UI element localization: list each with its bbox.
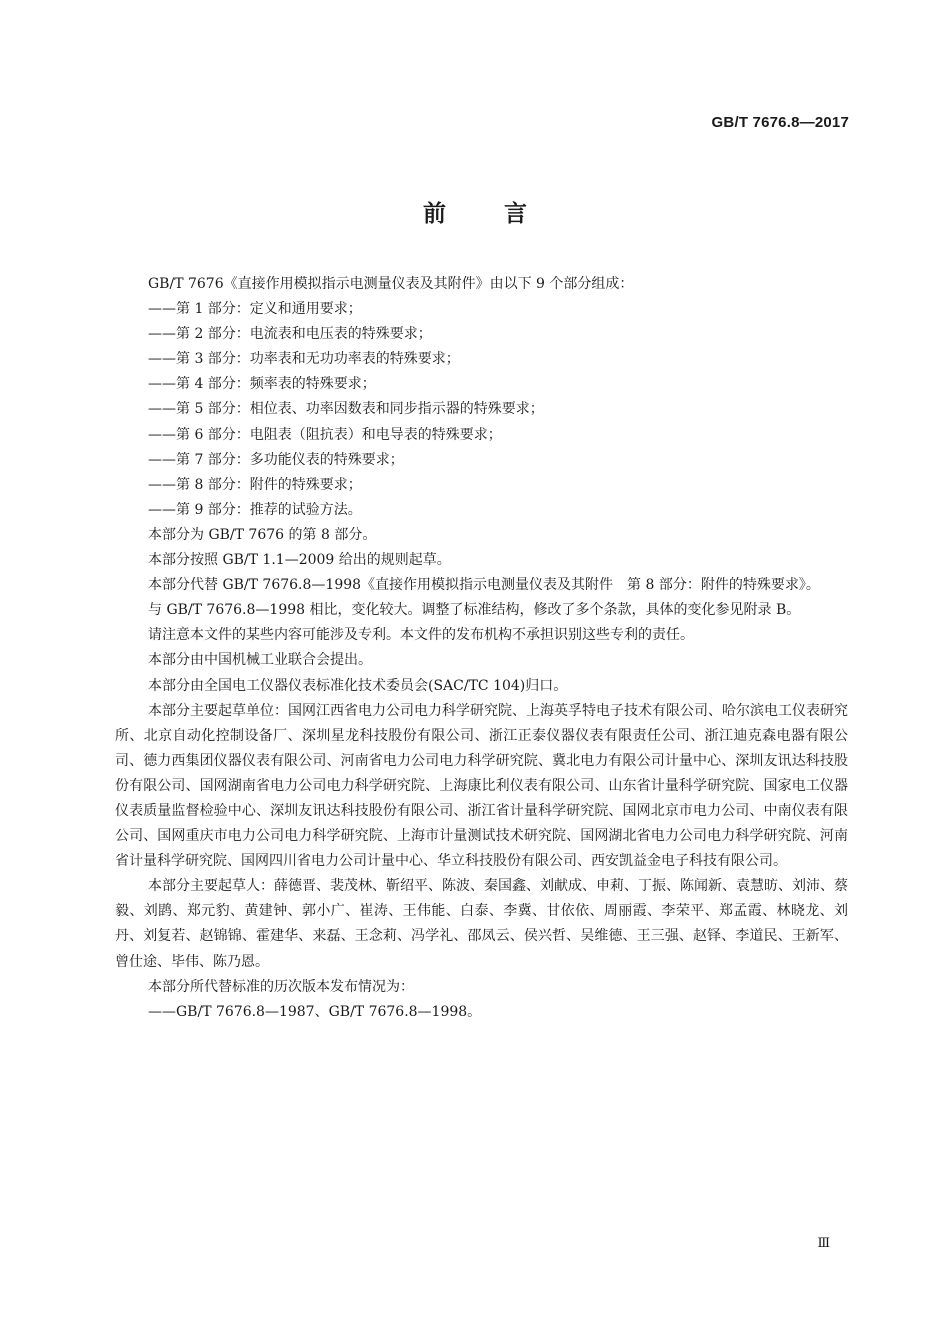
part-list-item: ——第 3 部分：功率表和无功功率表的特殊要求； (148, 351, 460, 368)
part-list-item: ——第 9 部分：推荐的试验方法。 (148, 501, 362, 518)
paragraph-centralized-by: 本部分由全国电工仪器仪表标准化技术委员会(SAC/TC 104)归口。 (148, 677, 568, 694)
part-list-item: ——第 5 部分：相位表、功率因数表和同步指示器的特殊要求； (148, 401, 544, 418)
page-title: 前言 (423, 201, 585, 227)
standard-code: GB/T 7676.8—2017 (711, 114, 849, 131)
document-body (115, 272, 848, 1025)
intro-line: GB/T 7676《直接作用模拟指示电测量仪表及其附件》由以下 9 个部分组成： (148, 276, 634, 292)
part-list-item: ——第 6 部分：电阻表（阻抗表）和电导表的特殊要求； (148, 426, 502, 443)
paragraph-drafters: 本部分主要起草人：薛德晋、裴茂林、靳绍平、陈波、秦国鑫、刘献成、申莉、丁振、陈闻新、袁慧昉、刘沛、蔡毅、刘鹍、郑元豹、黄建钟、郭小广、崔涛、王伟能、白泰、李冀、甘依依、周丽霞、李荣平、郑孟霞、林晓龙、刘丹、刘复若、赵锦锦、霍建华、来磊、王念莉、冯学礼、邵凤云、侯兴哲、吴维德、王三强、赵铎、李道民、王新军、曾仕途、毕伟、陈乃恩。 (115, 878, 848, 970)
paragraph-rules: 本部分按照 GB/T 1.1—2009 给出的规则起草。 (148, 552, 451, 569)
paragraph-drafting-units: 本部分主要起草单位：国网江西省电力公司电力科学研究院、上海英孚特电子技术有限公司、哈尔滨电工仪表研究所、北京自动化控制设备厂、深圳星龙科技股份有限公司、浙江正泰仪器仪表有限责任公司、浙江迪克森电器有限公司、德力西集团仪器仪表有限公司、河南省电力公司电力科学研究院、冀北电力有限公司计量中心、深圳友讯达科技股份有限公司、国网湖南省电力公司电力科学研究院、上海康比利仪表有限公司、山东省计量科学研究院、国家电工仪器仪表质量监督检验中心、深圳友讯达科技股份有限公司、浙江省计量科学研究院、国网北京市电力公司、中南仪表有限公司、国网重庆市电力公司电力科学研究院、上海市计量测试技术研究院、国网湖北省电力公司电力科学研究院、河南省计量科学研究院、国网四川省电力公司计量中心、华立科技股份有限公司、西安凯益金电子科技有限公司。 (115, 702, 848, 870)
part-list-item: ——第 8 部分：附件的特殊要求； (148, 476, 362, 493)
paragraph-proposed-by: 本部分由中国机械工业联合会提出。 (148, 652, 372, 669)
paragraph-part: 本部分为 GB/T 7676 的第 8 部分。 (148, 526, 377, 543)
part-list-item: ——第 2 部分：电流表和电压表的特殊要求； (148, 326, 432, 343)
paragraph-changes: 与 GB/T 7676.8—1998 相比，变化较大。调整了标准结构，修改了多个条款，具体的变化参见附录 B。 (148, 602, 801, 619)
paragraph-history: ——GB/T 7676.8—1987、GB/T 7676.8—1998。 (148, 1003, 482, 1020)
paragraph-replaces: 本部分代替 GB/T 7676.8—1998《直接作用模拟指示电测量仪表及其附件 第 8 部分：附件的特殊要求》。 (148, 577, 820, 594)
paragraph-patent-notice: 请注意本文件的某些内容可能涉及专利。本文件的发布机构不承担识别这些专利的责任。 (148, 627, 694, 644)
paragraph-history-intro: 本部分所代替标准的历次版本发布情况为： (148, 978, 414, 995)
part-list-item: ——第 7 部分：多功能仪表的特殊要求； (148, 451, 404, 468)
page-number: Ⅲ (817, 1236, 830, 1251)
part-list-item: ——第 1 部分：定义和通用要求； (148, 301, 362, 318)
part-list-item: ——第 4 部分：频率表的特殊要求； (148, 376, 376, 393)
